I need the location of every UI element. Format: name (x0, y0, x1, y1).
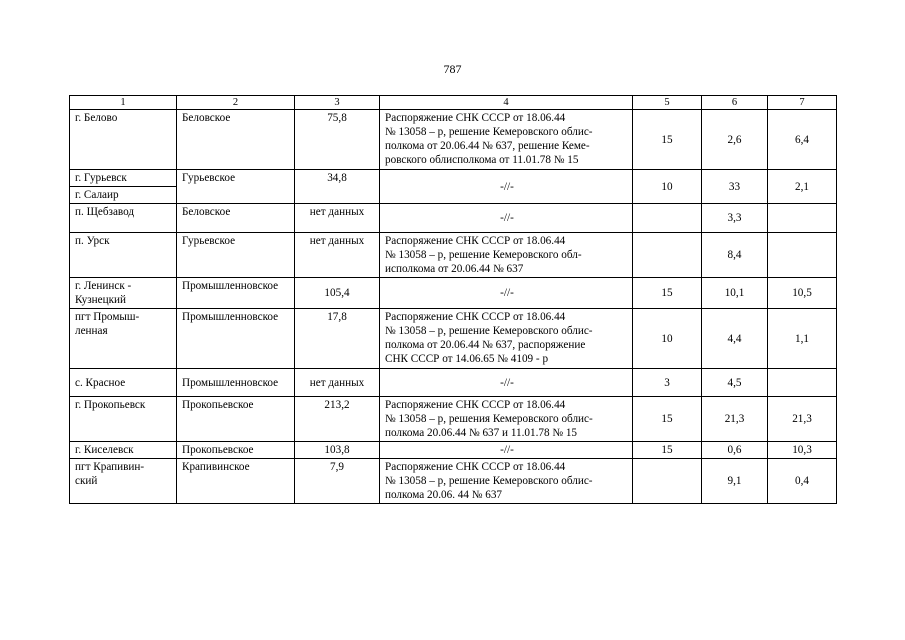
district-cell: Гурьевское (177, 233, 295, 278)
value-cell: 15 (633, 110, 702, 170)
value-cell: 2,1 (768, 170, 837, 204)
value-cell: 33 (702, 170, 768, 204)
column-header: 7 (768, 96, 837, 110)
district-cell: Промышленновское (177, 369, 295, 397)
table-row (70, 369, 837, 397)
value-cell: 0,4 (768, 459, 837, 504)
column-header: 6 (702, 96, 768, 110)
column-header: 3 (295, 96, 380, 110)
document-line: № 13058 – р, решение Кемеровского обл- (385, 249, 582, 261)
value-cell: 21,3 (768, 397, 837, 442)
value-cell: 15 (633, 278, 702, 309)
document-cell (380, 397, 633, 442)
place-line: пгт Промыш- (75, 311, 140, 323)
document-cell (380, 110, 633, 170)
place-cell (70, 459, 177, 504)
value-cell: нет данных (295, 233, 380, 278)
document-line: № 13058 – р, решение Кемеровского облис- (385, 475, 593, 487)
value-cell: 10,1 (702, 278, 768, 309)
value-cell: 4,4 (702, 309, 768, 369)
table-row (70, 204, 837, 233)
value-cell: 15 (633, 397, 702, 442)
table-row (70, 110, 837, 170)
place-cell: г. Салаир (70, 187, 177, 204)
table-row (70, 459, 837, 504)
document-line: полкома 20.06.44 № 637 и 11.01.78 № 15 (385, 427, 578, 439)
value-cell: 2,6 (702, 110, 768, 170)
place-cell: п. Щебзавод (70, 204, 177, 233)
column-header: 1 (70, 96, 177, 110)
value-cell: 4,5 (702, 369, 768, 397)
value-cell: 7,9 (295, 459, 380, 504)
place-line: Кузнецкий (75, 294, 126, 306)
value-cell: 17,8 (295, 309, 380, 369)
district-cell: Крапивинское (177, 459, 295, 504)
value-cell (768, 233, 837, 278)
value-cell: 213,2 (295, 397, 380, 442)
document-cell (380, 459, 633, 504)
document-cell: -//- (380, 369, 633, 397)
place-cell: г. Гурьевск (70, 170, 177, 187)
place-cell: г. Киселевск (70, 442, 177, 459)
document-line: Распоряжение СНК СССР от 18.06.44 (385, 461, 566, 473)
document-line: полкома от 20.06.44 № 637, распоряжение (385, 339, 586, 351)
value-cell: 75,8 (295, 110, 380, 170)
value-cell: 103,8 (295, 442, 380, 459)
document-line: № 13058 – р, решение Кемеровского облис- (385, 126, 593, 138)
table-row (70, 397, 837, 442)
district-cell: Промышленновское (177, 278, 295, 309)
district-cell: Прокопьевское (177, 397, 295, 442)
value-cell: 105,4 (295, 278, 380, 309)
value-cell (633, 233, 702, 278)
table-header-row (70, 96, 837, 110)
place-cell: с. Красное (70, 369, 177, 397)
value-cell: 10 (633, 309, 702, 369)
table-row (70, 278, 837, 309)
value-cell: 3,3 (702, 204, 768, 233)
value-cell: 10,5 (768, 278, 837, 309)
place-cell: п. Урск (70, 233, 177, 278)
value-cell: нет данных (295, 204, 380, 233)
document-line: Распоряжение СНК СССР от 18.06.44 (385, 311, 566, 323)
document-line: Распоряжение СНК СССР от 18.06.44 (385, 399, 566, 411)
value-cell: 0,6 (702, 442, 768, 459)
document-line: полкома 20.06. 44 № 637 (385, 489, 503, 501)
document-cell: -//- (380, 204, 633, 233)
district-cell: Гурьевское (177, 170, 295, 204)
value-cell: нет данных (295, 369, 380, 397)
document-line: полкома от 20.06.44 № 637, решение Кеме- (385, 140, 590, 152)
document-line: № 13058 – р, решения Кемеровского облис- (385, 413, 593, 425)
district-cell: Промышленновское (177, 309, 295, 369)
district-cell: Беловское (177, 204, 295, 233)
value-cell: 21,3 (702, 397, 768, 442)
table-row (70, 442, 837, 459)
column-header: 2 (177, 96, 295, 110)
document-cell: -//- (380, 278, 633, 309)
value-cell: 10 (633, 170, 702, 204)
document-cell (380, 309, 633, 369)
place-cell: г. Белово (70, 110, 177, 170)
value-cell (633, 459, 702, 504)
document-line: Распоряжение СНК СССР от 18.06.44 (385, 235, 566, 247)
column-header: 5 (633, 96, 702, 110)
value-cell (768, 204, 837, 233)
place-line: г. Ленинск - (75, 280, 132, 292)
value-cell: 1,1 (768, 309, 837, 369)
page-number: 787 (443, 62, 462, 76)
table-row (70, 170, 837, 187)
value-cell: 6,4 (768, 110, 837, 170)
document-line: ровского облисполкома от 11.01.78 № 15 (385, 154, 579, 166)
district-cell: Прокопьевское (177, 442, 295, 459)
place-line: ленная (75, 325, 108, 337)
value-cell: 10,3 (768, 442, 837, 459)
value-cell: 9,1 (702, 459, 768, 504)
value-cell (768, 369, 837, 397)
place-line: пгт Крапивин- (75, 461, 145, 473)
value-cell: 8,4 (702, 233, 768, 278)
document-cell (380, 233, 633, 278)
district-cell: Беловское (177, 110, 295, 170)
document-cell: -//- (380, 170, 633, 204)
document-cell: -//- (380, 442, 633, 459)
column-header: 4 (380, 96, 633, 110)
table-row (70, 233, 837, 278)
place-cell (70, 278, 177, 309)
data-table (69, 95, 837, 504)
value-cell (633, 204, 702, 233)
value-cell: 34,8 (295, 170, 380, 204)
document-line: Распоряжение СНК СССР от 18.06.44 (385, 112, 566, 124)
table-row (70, 309, 837, 369)
place-line: ский (75, 475, 98, 487)
place-cell: г. Прокопьевск (70, 397, 177, 442)
place-cell (70, 309, 177, 369)
document-line: № 13058 – р, решение Кемеровского облис- (385, 325, 593, 337)
value-cell: 15 (633, 442, 702, 459)
document-line: СНК СССР от 14.06.65 № 4109 - р (385, 353, 549, 365)
document-line: исполкома от 20.06.44 № 637 (385, 263, 524, 275)
value-cell: 3 (633, 369, 702, 397)
